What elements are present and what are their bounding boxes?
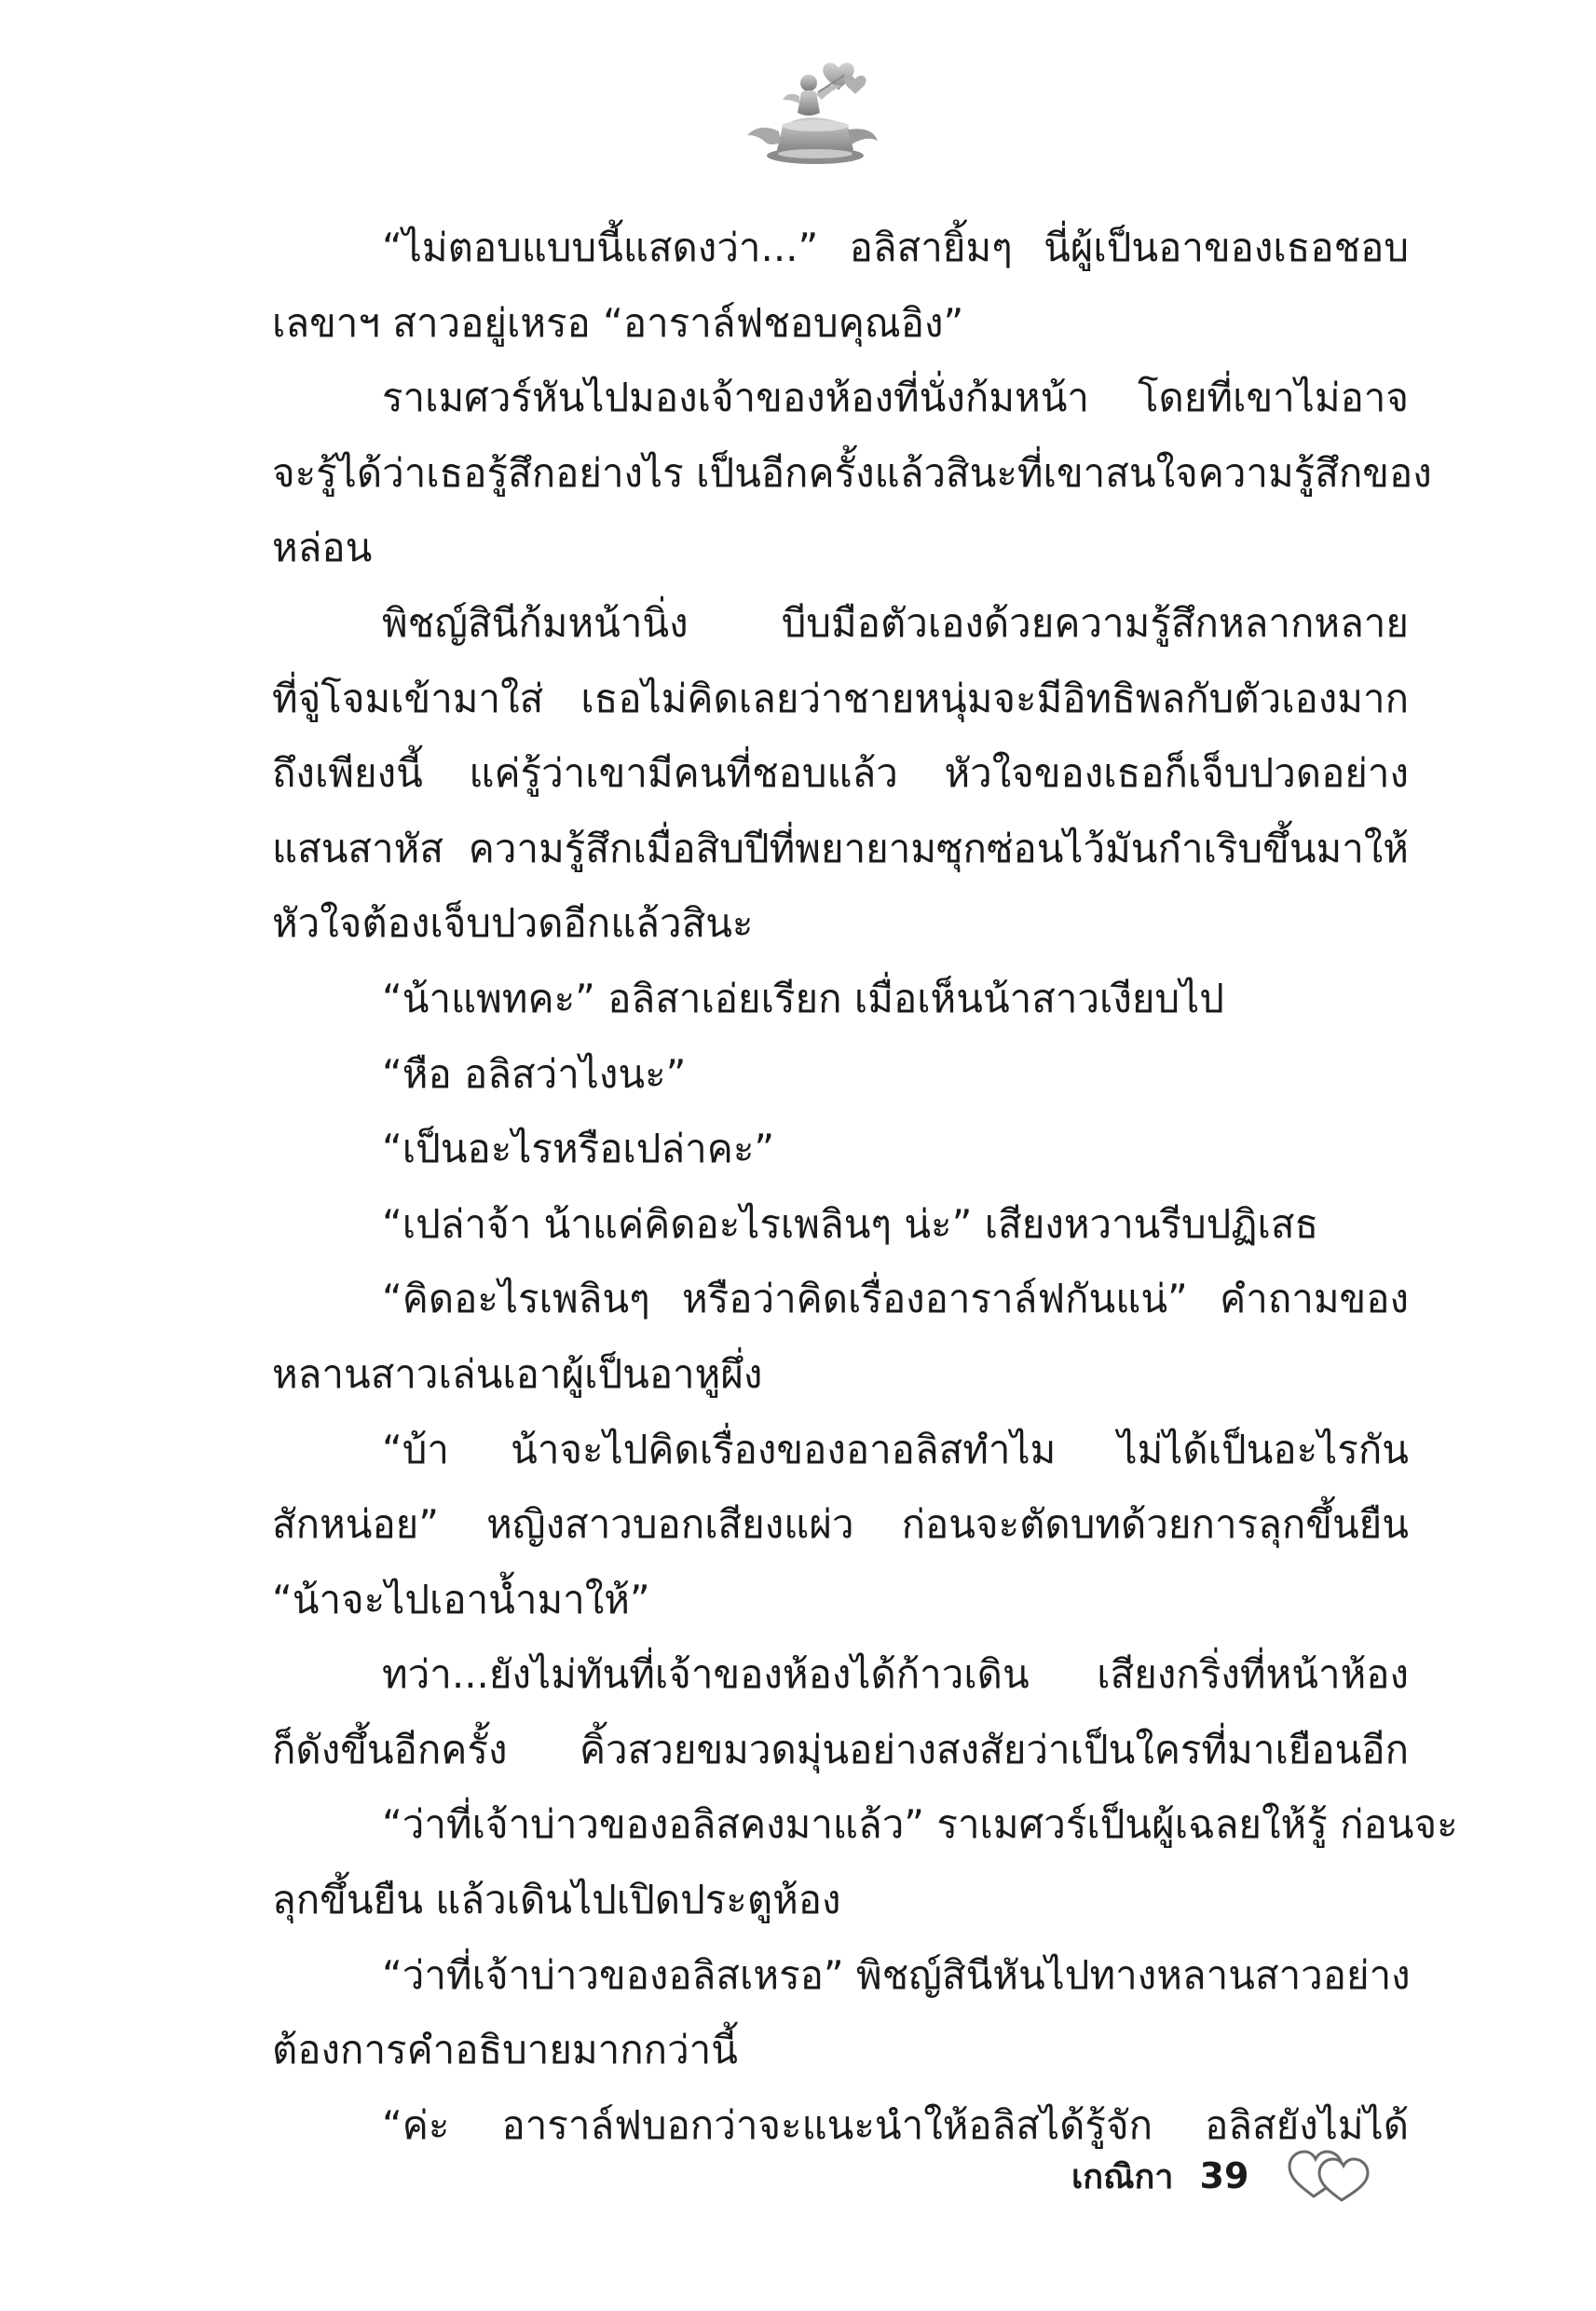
text-line: แสนสาหัส ความรู้สึกเมื่อสิบปีที่พยายามซุกซ่อนไว้มันกำเริบขึ้นมาให้ (272, 825, 1409, 871)
text-line: “หือ อลิสว่าไงนะ” (382, 1050, 687, 1097)
text-line: ทว่า...ยังไม่ทันที่เจ้าของห้องได้ก้าวเดิน เสียงกริ่งที่หน้าห้อง (382, 1651, 1409, 1698)
text-line: “ไม่ตอบแบบนี้แสดงว่า...” อลิสายิ้มๆ นี่ผู้เป็นอาของเธอชอบ (382, 225, 1409, 270)
text-line: “ค่ะ อาราล์ฟบอกว่าจะแนะนำให้อลิสได้รู้จัก อลิสยังไม่ได้ (382, 2101, 1409, 2148)
text-line: สักหน่อย” หญิงสาวบอกเสียงแผ่ว ก่อนจะตัดบทด้วยการลุกขึ้นยืน (272, 1501, 1409, 1548)
text-line: หลานสาวเล่นเอาผู้เป็นอาหูผึ่ง (272, 1350, 763, 1397)
text-line: หัวใจต้องเจ็บปวดอีกแล้วสินะ (272, 900, 754, 947)
text-line: จะรู้ได้ว่าเธอรู้สึกอย่างไร เป็นอีกครั้งแล้วสินะที่เขาสนใจความรู้สึกของ (272, 449, 1432, 496)
text-line: ถึงเพียงนี้ แค่รู้ว่าเขามีคนที่ชอบแล้ว หัวใจของเธอก็เจ็บปวดอย่าง (272, 750, 1409, 797)
text-line: ก็ดังขึ้นอีกครั้ง คิ้วสวยขมวดมุ่นอย่างสงสัยว่าเป็นใครที่มาเยือนอีก (272, 1726, 1409, 1772)
text-line: ราเมศวร์หันไปมองเจ้าของห้องที่นั่งก้มหน้า โดยที่เขาไม่อาจ (382, 375, 1409, 421)
text-line: ลุกขึ้นยืน แล้วเดินไปเปิดประตูห้อง (272, 1877, 841, 1923)
text-line: พิชญ์สินีก้มหน้านิ่ง บีบมือตัวเองด้วยความรู้สึกหลากหลาย (382, 599, 1409, 646)
text-line: หล่อน (272, 525, 373, 571)
body-text (272, 211, 1458, 2163)
text-line: “ว่าที่เจ้าบ่าวของอลิสเหรอ” พิชญ์สินีหันไปทางหลานสาวอย่าง (382, 1951, 1411, 1998)
text-line: เลขาฯ สาวอยู่เหรอ “อาราล์ฟชอบคุณอิง” (272, 299, 964, 346)
text-line: “คิดอะไรเพลินๆ หรือว่าคิดเรื่องอาราล์ฟกันแน่” คำถามของ (382, 1276, 1409, 1322)
text-line: “เป็นอะไรหรือเปล่าคะ” (382, 1126, 775, 1172)
text-line: “ว่าที่เจ้าบ่าวของอลิสคงมาแล้ว” ราเมศวร์เป็นผู้เฉลยให้รู้ ก่อนจะ (382, 1801, 1458, 1848)
double-heart-icon (1286, 2148, 1371, 2204)
text-line: ที่จู่โจมเข้ามาใส่ เธอไม่คิดเลยว่าชายหนุ่มจะมีอิทธิพลกับตัวเองมาก (272, 675, 1409, 721)
text-line: “เปล่าจ้า น้าแค่คิดอะไรเพลินๆ น่ะ” เสียงหวานรีบปฏิเสธ (382, 1200, 1319, 1247)
running-footer-title: เกณิกา (1071, 2157, 1174, 2196)
text-line: ต้องการคำอธิบายมากกว่านี้ (272, 2027, 738, 2073)
text-line: “น้าจะไปเอาน้ำมาให้” (272, 1576, 650, 1622)
text-line: “บ้า น้าจะไปคิดเรื่องของอาอลิสทำไม ไม่ได้เป็นอะไรกัน (382, 1426, 1409, 1472)
teapot-cupid-ornament-icon (727, 51, 904, 182)
page-footer (1071, 2134, 1463, 2218)
page-number: 39 (1199, 2155, 1249, 2196)
text-line: “น้าแพทคะ” อลิสาเอ่ยเรียก เมื่อเห็นน้าสาวเงียบไป (382, 975, 1224, 1021)
